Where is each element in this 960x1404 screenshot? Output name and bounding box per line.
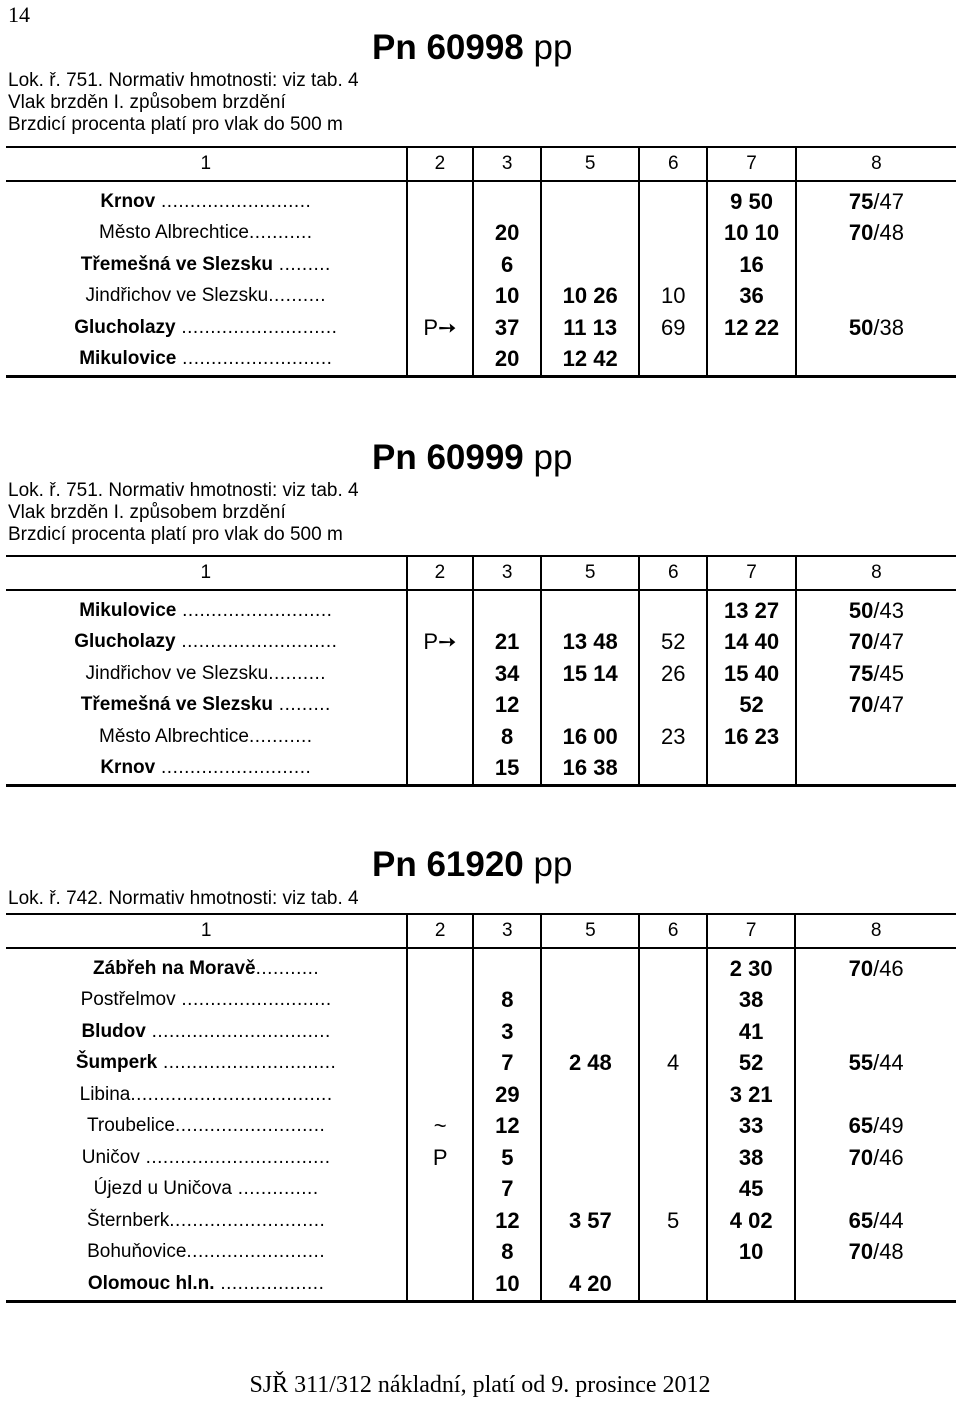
- brake-percent-cell: [795, 1079, 956, 1111]
- station-cell: [6, 658, 407, 690]
- leader-dots: ...............................: [145, 1020, 331, 1042]
- brake-percent-main: 70: [848, 1239, 874, 1265]
- column-header: 2: [407, 556, 474, 590]
- brake-percent-cell: [796, 590, 956, 627]
- time-cell: 15 14: [541, 658, 639, 690]
- brake-percent-cell: [796, 312, 956, 344]
- train-number: Pn 60999: [372, 438, 524, 477]
- station-name: Jindřichov ve Slezsku: [85, 662, 269, 684]
- table-row: [6, 181, 956, 218]
- brake-percent-secondary: /49: [873, 1113, 904, 1139]
- brake-percent-secondary: /47: [873, 692, 904, 718]
- station-cell: [6, 312, 407, 344]
- stop-cell: [639, 1111, 707, 1143]
- brake-percent-cell: [796, 181, 956, 218]
- brake-percent-secondary: /47: [873, 188, 904, 214]
- page-number: 14: [8, 2, 30, 27]
- brake-percent-main: 70: [848, 220, 874, 246]
- leader-dots: ...........: [249, 725, 313, 747]
- stop-cell: 5: [639, 1205, 707, 1237]
- brake-percent-cell: [796, 658, 956, 690]
- distance-cell: 8: [473, 985, 541, 1017]
- station-cell: [6, 249, 407, 281]
- distance-cell: 6: [473, 249, 541, 281]
- station-name: Jindřichov ve Slezsku: [85, 285, 269, 307]
- time-cell: 13 27: [707, 590, 796, 627]
- table-row: [6, 721, 956, 753]
- brake-percent-cell: [795, 1111, 956, 1143]
- brake-percent-main: 55: [848, 1050, 874, 1076]
- station-cell: [6, 690, 407, 722]
- time-cell: 3 57: [541, 1205, 639, 1237]
- column-header: 5: [541, 556, 639, 590]
- brake-percent-main: 75: [848, 660, 874, 686]
- speed-note-cell: [407, 590, 474, 627]
- table-row: [6, 1142, 956, 1174]
- leader-dots: ..........................: [175, 989, 332, 1011]
- distance-cell: 3: [473, 1016, 541, 1048]
- column-header: 8: [796, 556, 956, 590]
- time-cell: 52: [707, 1048, 795, 1080]
- stop-cell: [639, 1237, 707, 1269]
- time-cell: [541, 948, 639, 985]
- train-title: [372, 438, 572, 478]
- brake-percent-cell: [796, 281, 956, 313]
- brake-percent-main: 65: [848, 1207, 874, 1233]
- table-row: [6, 344, 956, 377]
- station-name: Město Albrechtice: [99, 725, 249, 747]
- stop-cell: [639, 1174, 707, 1206]
- time-cell: 33: [707, 1111, 795, 1143]
- distance-cell: 8: [473, 1237, 541, 1269]
- column-header: 8: [795, 914, 956, 948]
- table-row: [6, 948, 956, 985]
- train-type: pp: [523, 438, 573, 477]
- speed-note-cell: [407, 690, 474, 722]
- speed-note-cell: [407, 1237, 473, 1269]
- station-cell: [6, 627, 407, 659]
- stop-cell: [639, 690, 707, 722]
- column-header: 1: [200, 920, 212, 941]
- stop-cell: [639, 590, 707, 627]
- leader-dots: .........: [273, 253, 331, 275]
- time-cell: 9 50: [707, 181, 796, 218]
- time-cell: 10 26: [541, 281, 639, 313]
- brake-percent-cell: [795, 1142, 956, 1174]
- stop-cell: 23: [639, 721, 707, 753]
- table-row: [6, 1048, 956, 1080]
- brake-percent-cell: [795, 1048, 956, 1080]
- station-cell: [6, 344, 407, 377]
- time-cell: [541, 1174, 639, 1206]
- column-header: 7: [707, 556, 796, 590]
- column-header: 6: [639, 914, 707, 948]
- station-name: Třemešná ve Slezsku: [80, 694, 274, 716]
- time-cell: 15 40: [707, 658, 796, 690]
- time-cell: [707, 753, 796, 786]
- speed-note-cell: [407, 1205, 473, 1237]
- train-note: Lok. ř. 751. Normativ hmotnosti: viz tab. 4: [8, 480, 359, 501]
- stop-cell: [639, 948, 707, 985]
- train-number: Pn 61920: [372, 845, 524, 884]
- timetable: [6, 146, 956, 378]
- brake-percent-main: 65: [848, 1113, 874, 1139]
- time-cell: 4 20: [541, 1268, 639, 1301]
- distance-cell: 12: [473, 690, 541, 722]
- speed-note-cell: P: [407, 1142, 473, 1174]
- stop-cell: [639, 1079, 707, 1111]
- speed-note-cell: [407, 948, 473, 985]
- distance-cell: 29: [473, 1079, 541, 1111]
- brake-percent-secondary: /44: [873, 1207, 904, 1233]
- column-header: 5: [541, 914, 639, 948]
- brake-percent-cell: [796, 690, 956, 722]
- stop-cell: 26: [639, 658, 707, 690]
- leader-dots: ...........................: [175, 316, 338, 338]
- speed-note-cell: [407, 721, 474, 753]
- train-note: Lok. ř. 742. Normativ hmotnosti: viz tab. 4: [8, 888, 359, 909]
- brake-percent-secondary: /46: [873, 1144, 904, 1170]
- station-name: Újezd u Uničova: [93, 1178, 232, 1200]
- brake-percent-secondary: /43: [873, 597, 904, 623]
- brake-percent-secondary: /48: [873, 1239, 904, 1265]
- brake-percent-cell: [795, 1237, 956, 1269]
- station-name: Město Albrechtice: [99, 222, 249, 244]
- station-name: Bludov: [81, 1020, 146, 1042]
- speed-note-cell: P➙: [407, 627, 474, 659]
- speed-note-cell: [407, 1079, 473, 1111]
- station-name: Třemešná ve Slezsku: [80, 253, 274, 275]
- station-cell: [6, 181, 407, 218]
- train-number: Pn 60998: [372, 28, 524, 67]
- leader-dots: ...........................: [169, 1209, 326, 1231]
- speed-note-cell: [407, 985, 473, 1017]
- station-cell: [6, 281, 407, 313]
- stop-cell: [639, 1268, 707, 1301]
- time-cell: [707, 1268, 795, 1301]
- speed-note-cell: [407, 218, 474, 250]
- brake-percent-cell: [796, 249, 956, 281]
- station-name: Krnov: [100, 757, 156, 779]
- distance-cell: 34: [473, 658, 541, 690]
- stop-cell: [639, 1142, 707, 1174]
- column-header: 3: [473, 147, 541, 181]
- stop-cell: [639, 218, 707, 250]
- time-cell: 45: [707, 1174, 795, 1206]
- brake-percent-cell: [795, 985, 956, 1017]
- table-row: [6, 281, 956, 313]
- leader-dots: ...........................: [175, 631, 338, 653]
- table-row: [6, 249, 956, 281]
- leader-dots: ..........................: [175, 1115, 326, 1137]
- brake-percent-cell: [796, 627, 956, 659]
- train-note: Lok. ř. 751. Normativ hmotnosti: viz tab. 4: [8, 70, 359, 91]
- brake-percent-cell: [796, 721, 956, 753]
- brake-percent-cell: [795, 1268, 956, 1301]
- distance-cell: 15: [473, 753, 541, 786]
- table-row: [6, 1268, 956, 1301]
- distance-cell: 5: [473, 1142, 541, 1174]
- brake-percent-secondary: /45: [873, 660, 904, 686]
- station-cell: [6, 985, 407, 1017]
- distance-cell: 20: [473, 344, 541, 377]
- brake-percent-main: 50: [848, 314, 874, 340]
- train-note: Vlak brzděn I. způsobem brzdění: [8, 502, 286, 523]
- train-type: pp: [523, 28, 573, 67]
- station-cell: [6, 1016, 407, 1048]
- time-cell: 3 21: [707, 1079, 795, 1111]
- table-row: [6, 1237, 956, 1269]
- time-cell: 38: [707, 985, 795, 1017]
- leader-dots: ...........: [249, 222, 313, 244]
- table-row: [6, 985, 956, 1017]
- station-name: Šternberk: [86, 1209, 170, 1231]
- table-row: [6, 1016, 956, 1048]
- leader-dots: ...................................: [130, 1083, 333, 1105]
- time-cell: [707, 344, 796, 377]
- column-header: 2: [407, 914, 473, 948]
- table-row: [6, 627, 956, 659]
- column-header: 8: [796, 147, 956, 181]
- stop-cell: 52: [639, 627, 707, 659]
- column-header: 1: [200, 153, 212, 174]
- brake-percent-cell: [795, 1016, 956, 1048]
- leader-dots: ..........................: [155, 757, 312, 779]
- distance-cell: 7: [473, 1174, 541, 1206]
- time-cell: 12 42: [541, 344, 639, 377]
- leader-dots: .........: [273, 694, 331, 716]
- distance-cell: 10: [473, 1268, 541, 1301]
- table-row: [6, 1205, 956, 1237]
- speed-note-cell: [407, 1268, 473, 1301]
- station-name: Mikulovice: [79, 348, 177, 370]
- table-row: [6, 590, 956, 627]
- stop-cell: [639, 1016, 707, 1048]
- distance-cell: [473, 948, 541, 985]
- distance-cell: 37: [473, 312, 541, 344]
- stop-cell: [639, 753, 707, 786]
- time-cell: 16 23: [707, 721, 796, 753]
- station-cell: [6, 721, 407, 753]
- distance-cell: 12: [473, 1205, 541, 1237]
- leader-dots: ..............................: [157, 1052, 337, 1074]
- brake-percent-secondary: /44: [873, 1050, 904, 1076]
- time-cell: [541, 690, 639, 722]
- time-cell: 2 30: [707, 948, 795, 985]
- train-note: Brzdicí procenta platí pro vlak do 500 m: [8, 524, 343, 545]
- station-cell: [6, 1237, 407, 1269]
- stop-cell: [639, 344, 707, 377]
- station-name: Libina: [79, 1083, 131, 1105]
- leader-dots: ...........: [255, 957, 320, 979]
- column-header: 6: [639, 556, 707, 590]
- station-name: Mikulovice: [79, 599, 177, 621]
- station-name: Glucholazy: [74, 631, 176, 653]
- speed-note-cell: [407, 1048, 473, 1080]
- train-title: [372, 845, 572, 885]
- time-cell: 16 00: [541, 721, 639, 753]
- station-name: Olomouc hl.n.: [87, 1272, 215, 1294]
- column-header: 6: [639, 147, 707, 181]
- distance-cell: 10: [473, 281, 541, 313]
- station-cell: [6, 1079, 407, 1111]
- brake-percent-secondary: /48: [873, 220, 904, 246]
- station-cell: [6, 1174, 407, 1206]
- column-header: 5: [541, 147, 639, 181]
- time-cell: 4 02: [707, 1205, 795, 1237]
- table-row: [6, 1174, 956, 1206]
- leader-dots: ..................: [214, 1272, 325, 1294]
- station-cell: [6, 753, 407, 786]
- speed-note-cell: [407, 281, 474, 313]
- speed-note-cell: [407, 181, 474, 218]
- column-header: 7: [707, 147, 796, 181]
- table-row: [6, 1079, 956, 1111]
- speed-note-cell: [407, 753, 474, 786]
- brake-percent-secondary: /46: [873, 955, 904, 981]
- distance-cell: [473, 590, 541, 627]
- leader-dots: ..........: [268, 662, 327, 684]
- station-name: Krnov: [100, 190, 156, 212]
- station-cell: [6, 1111, 407, 1143]
- column-header: 1: [200, 562, 212, 583]
- time-cell: 16: [707, 249, 796, 281]
- station-cell: [6, 218, 407, 250]
- station-name: Šumperk: [75, 1052, 158, 1074]
- brake-percent-secondary: /47: [873, 629, 904, 655]
- time-cell: 11 13: [541, 312, 639, 344]
- time-cell: [541, 181, 639, 218]
- station-name: Troubelice: [86, 1115, 175, 1137]
- stop-cell: [639, 249, 707, 281]
- stop-cell: 10: [639, 281, 707, 313]
- station-cell: [6, 1048, 407, 1080]
- station-cell: [6, 1142, 407, 1174]
- brake-percent-secondary: /38: [873, 314, 904, 340]
- station-name: Bohuňovice: [87, 1241, 187, 1263]
- speed-note-cell: ~: [407, 1111, 473, 1143]
- leader-dots: ..............: [231, 1178, 319, 1200]
- column-header: 7: [707, 914, 795, 948]
- column-header: 2: [407, 147, 474, 181]
- speed-note-cell: [407, 1174, 473, 1206]
- station-cell: [6, 1205, 407, 1237]
- table-row: [6, 312, 956, 344]
- brake-percent-main: 75: [848, 188, 874, 214]
- column-header: 3: [473, 556, 541, 590]
- time-cell: 52: [707, 690, 796, 722]
- station-cell: [6, 590, 407, 627]
- distance-cell: 21: [473, 627, 541, 659]
- station-cell: [6, 948, 407, 985]
- stop-cell: [639, 985, 707, 1017]
- leader-dots: ..........: [268, 285, 327, 307]
- speed-note-cell: [407, 344, 474, 377]
- train-note: Vlak brzděn I. způsobem brzdění: [8, 92, 286, 113]
- timetable: [6, 555, 956, 787]
- leader-dots: ..........................: [176, 348, 333, 370]
- station-cell: [6, 1268, 407, 1301]
- brake-percent-cell: [795, 1174, 956, 1206]
- time-cell: 2 48: [541, 1048, 639, 1080]
- time-cell: [541, 1111, 639, 1143]
- time-cell: 12 22: [707, 312, 796, 344]
- time-cell: 10: [707, 1237, 795, 1269]
- table-row: [6, 1111, 956, 1143]
- brake-percent-main: 70: [848, 629, 874, 655]
- time-cell: [541, 1237, 639, 1269]
- stop-cell: 4: [639, 1048, 707, 1080]
- leader-dots: ........................: [186, 1241, 326, 1263]
- station-name: Zábřeh na Moravě: [93, 957, 256, 979]
- time-cell: 38: [707, 1142, 795, 1174]
- leader-dots: ..........................: [176, 599, 333, 621]
- train-title: [372, 28, 572, 68]
- time-cell: [541, 218, 639, 250]
- leader-dots: ................................: [139, 1146, 331, 1168]
- brake-percent-cell: [795, 948, 956, 985]
- brake-percent-main: 70: [848, 1144, 874, 1170]
- timetable: [6, 913, 956, 1303]
- brake-percent-main: 70: [848, 955, 874, 981]
- time-cell: [541, 1016, 639, 1048]
- distance-cell: [473, 181, 541, 218]
- stop-cell: [639, 181, 707, 218]
- table-row: [6, 753, 956, 786]
- time-cell: 36: [707, 281, 796, 313]
- table-row: [6, 218, 956, 250]
- speed-note-cell: [407, 1016, 473, 1048]
- time-cell: 13 48: [541, 627, 639, 659]
- distance-cell: 12: [473, 1111, 541, 1143]
- time-cell: 41: [707, 1016, 795, 1048]
- brake-percent-cell: [796, 218, 956, 250]
- table-row: [6, 690, 956, 722]
- leader-dots: ..........................: [155, 190, 312, 212]
- distance-cell: 8: [473, 721, 541, 753]
- station-name: Glucholazy: [74, 316, 176, 338]
- speed-note-cell: [407, 658, 474, 690]
- speed-note-cell: [407, 249, 474, 281]
- brake-percent-cell: [796, 753, 956, 786]
- time-cell: [541, 590, 639, 627]
- station-name: Postřelmov: [80, 989, 176, 1011]
- distance-cell: 20: [473, 218, 541, 250]
- table-row: [6, 658, 956, 690]
- column-header: 3: [473, 914, 541, 948]
- brake-percent-main: 70: [848, 692, 874, 718]
- time-cell: [541, 1079, 639, 1111]
- train-type: pp: [523, 845, 573, 884]
- brake-percent-cell: [796, 344, 956, 377]
- train-note: Brzdicí procenta platí pro vlak do 500 m: [8, 114, 343, 135]
- time-cell: 14 40: [707, 627, 796, 659]
- speed-note-cell: P➙: [407, 312, 474, 344]
- time-cell: 10 10: [707, 218, 796, 250]
- time-cell: [541, 1142, 639, 1174]
- stop-cell: 69: [639, 312, 707, 344]
- brake-percent-main: 50: [848, 597, 874, 623]
- brake-percent-cell: [795, 1205, 956, 1237]
- page-footer: SJŘ 311/312 nákladní, platí od 9. prosince 2012: [249, 1372, 711, 1398]
- time-cell: [541, 985, 639, 1017]
- time-cell: [541, 249, 639, 281]
- distance-cell: 7: [473, 1048, 541, 1080]
- time-cell: 16 38: [541, 753, 639, 786]
- station-name: Uničov: [81, 1146, 140, 1168]
